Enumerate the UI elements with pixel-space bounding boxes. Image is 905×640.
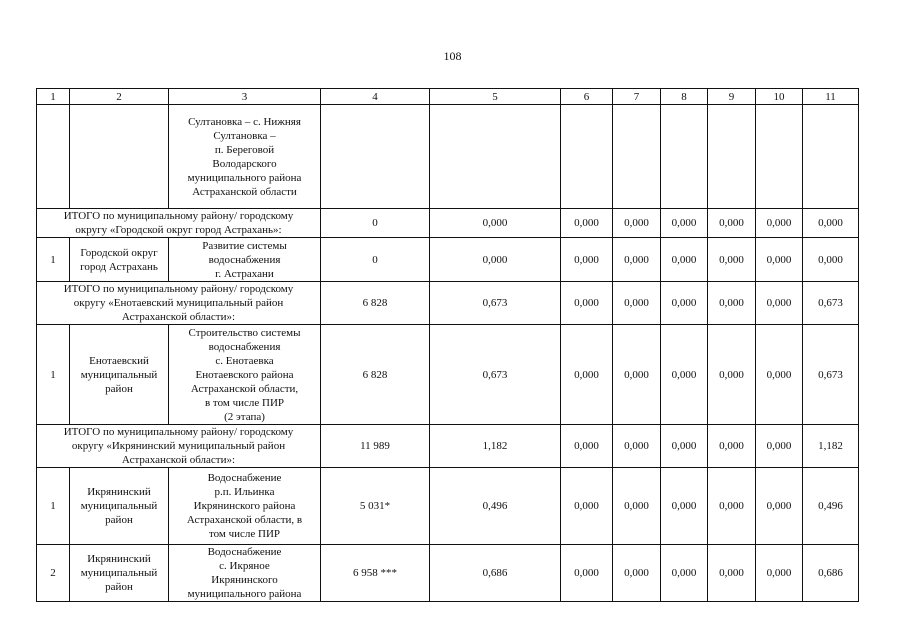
value-cell: 0,000: [756, 282, 803, 325]
value-cell: [561, 105, 613, 209]
value-cell: 5 031*: [321, 468, 430, 545]
value-cell: 0,000: [561, 468, 613, 545]
table-row: [37, 545, 859, 602]
value-cell: 0,000: [708, 282, 756, 325]
table-row: [37, 105, 859, 209]
value-cell: 0,000: [613, 238, 661, 282]
page-number: 108: [443, 49, 462, 63]
column-header: 8: [661, 89, 708, 105]
project-cell: Водоснабжение р.п. Ильинка Икрянинского района Астраханской области, в том числе ПИР: [169, 468, 321, 545]
value-cell: 0,000: [561, 545, 613, 602]
row-number: 1: [37, 238, 70, 282]
project-cell: Водоснабжение с. Икряное Икрянинского муниципального района: [169, 545, 321, 602]
value-cell: 0,000: [613, 468, 661, 545]
value-cell: [661, 105, 708, 209]
value-cell: 0,000: [708, 545, 756, 602]
value-cell: 0,000: [708, 325, 756, 425]
value-cell: 0,000: [708, 209, 756, 238]
value-cell: [321, 105, 430, 209]
value-cell: 0,686: [430, 545, 561, 602]
value-cell: 0,000: [708, 468, 756, 545]
value-cell: 6 828: [321, 282, 430, 325]
value-cell: 0,000: [756, 238, 803, 282]
value-cell: 0,673: [803, 325, 859, 425]
total-label: ИТОГО по муниципальному району/ городскому округу «Енотаевский муниципальный район Астраханской области»:: [37, 282, 321, 325]
value-cell: 0,686: [803, 545, 859, 602]
total-row: [37, 425, 859, 468]
value-cell: 0,000: [756, 425, 803, 468]
value-cell: 1,182: [430, 425, 561, 468]
total-label: ИТОГО по муниципальному району/ городскому округу «Икрянинский муниципальный район Астраханской области»:: [37, 425, 321, 468]
value-cell: 0,000: [803, 209, 859, 238]
row-number: 1: [37, 325, 70, 425]
municipality-cell: Икрянинский муниципальный район: [70, 545, 169, 602]
column-header: 5: [430, 89, 561, 105]
value-cell: 0,000: [708, 238, 756, 282]
column-header: 3: [169, 89, 321, 105]
value-cell: [803, 105, 859, 209]
value-cell: 6 958 ***: [321, 545, 430, 602]
value-cell: 0,000: [561, 425, 613, 468]
row-number: 2: [37, 545, 70, 602]
row-number: [37, 105, 70, 209]
value-cell: 0,673: [430, 325, 561, 425]
value-cell: 0,000: [561, 209, 613, 238]
funding-table: [36, 88, 859, 602]
table-row: [37, 325, 859, 425]
value-cell: 0,673: [803, 282, 859, 325]
value-cell: 0,000: [613, 209, 661, 238]
value-cell: 11 989: [321, 425, 430, 468]
total-row: [37, 209, 859, 238]
column-header: 1: [37, 89, 70, 105]
project-cell: Султановка – с. Нижняя Султановка – п. Береговой Володарского муниципального района Астраханской области: [169, 105, 321, 209]
value-cell: 0,000: [803, 238, 859, 282]
value-cell: 0,000: [708, 425, 756, 468]
value-cell: 0,000: [561, 325, 613, 425]
value-cell: 0,000: [613, 545, 661, 602]
value-cell: 0,000: [756, 545, 803, 602]
municipality-cell: Икрянинский муниципальный район: [70, 468, 169, 545]
value-cell: 1,182: [803, 425, 859, 468]
value-cell: 0,000: [430, 209, 561, 238]
table-row: [37, 238, 859, 282]
column-header: 11: [803, 89, 859, 105]
value-cell: 0: [321, 209, 430, 238]
table-row: [37, 468, 859, 545]
value-cell: 0,000: [661, 325, 708, 425]
value-cell: 0,000: [661, 468, 708, 545]
column-header: 10: [756, 89, 803, 105]
value-cell: 0,000: [756, 325, 803, 425]
column-header: 4: [321, 89, 430, 105]
header-row: [37, 89, 859, 105]
value-cell: 0,000: [661, 282, 708, 325]
value-cell: 0,000: [561, 282, 613, 325]
municipality-cell: Енотаевский муниципальный район: [70, 325, 169, 425]
municipality-cell: [70, 105, 169, 209]
value-cell: 0,000: [661, 209, 708, 238]
value-cell: 0,673: [430, 282, 561, 325]
value-cell: [430, 105, 561, 209]
column-header: 6: [561, 89, 613, 105]
value-cell: 0,000: [561, 238, 613, 282]
total-row: [37, 282, 859, 325]
value-cell: 6 828: [321, 325, 430, 425]
value-cell: 0,496: [430, 468, 561, 545]
value-cell: [708, 105, 756, 209]
column-header: 2: [70, 89, 169, 105]
column-header: 7: [613, 89, 661, 105]
value-cell: 0,000: [613, 282, 661, 325]
value-cell: 0: [321, 238, 430, 282]
value-cell: 0,000: [756, 468, 803, 545]
municipality-cell: Городской округ город Астрахань: [70, 238, 169, 282]
column-header: 9: [708, 89, 756, 105]
value-cell: 0,000: [661, 425, 708, 468]
value-cell: 0,000: [613, 325, 661, 425]
value-cell: 0,000: [661, 238, 708, 282]
value-cell: 0,000: [756, 209, 803, 238]
value-cell: 0,000: [430, 238, 561, 282]
value-cell: [756, 105, 803, 209]
project-cell: Развитие системы водоснабжения г. Астрахани: [169, 238, 321, 282]
total-label: ИТОГО по муниципальному району/ городскому округу «Городской округ город Астрахань»:: [37, 209, 321, 238]
row-number: 1: [37, 468, 70, 545]
value-cell: 0,000: [613, 425, 661, 468]
value-cell: [613, 105, 661, 209]
project-cell: Строительство системы водоснабжения с. Енотаевка Енотаевского района Астраханской области, в том числе ПИР (2 этапа): [169, 325, 321, 425]
value-cell: 0,496: [803, 468, 859, 545]
value-cell: 0,000: [661, 545, 708, 602]
